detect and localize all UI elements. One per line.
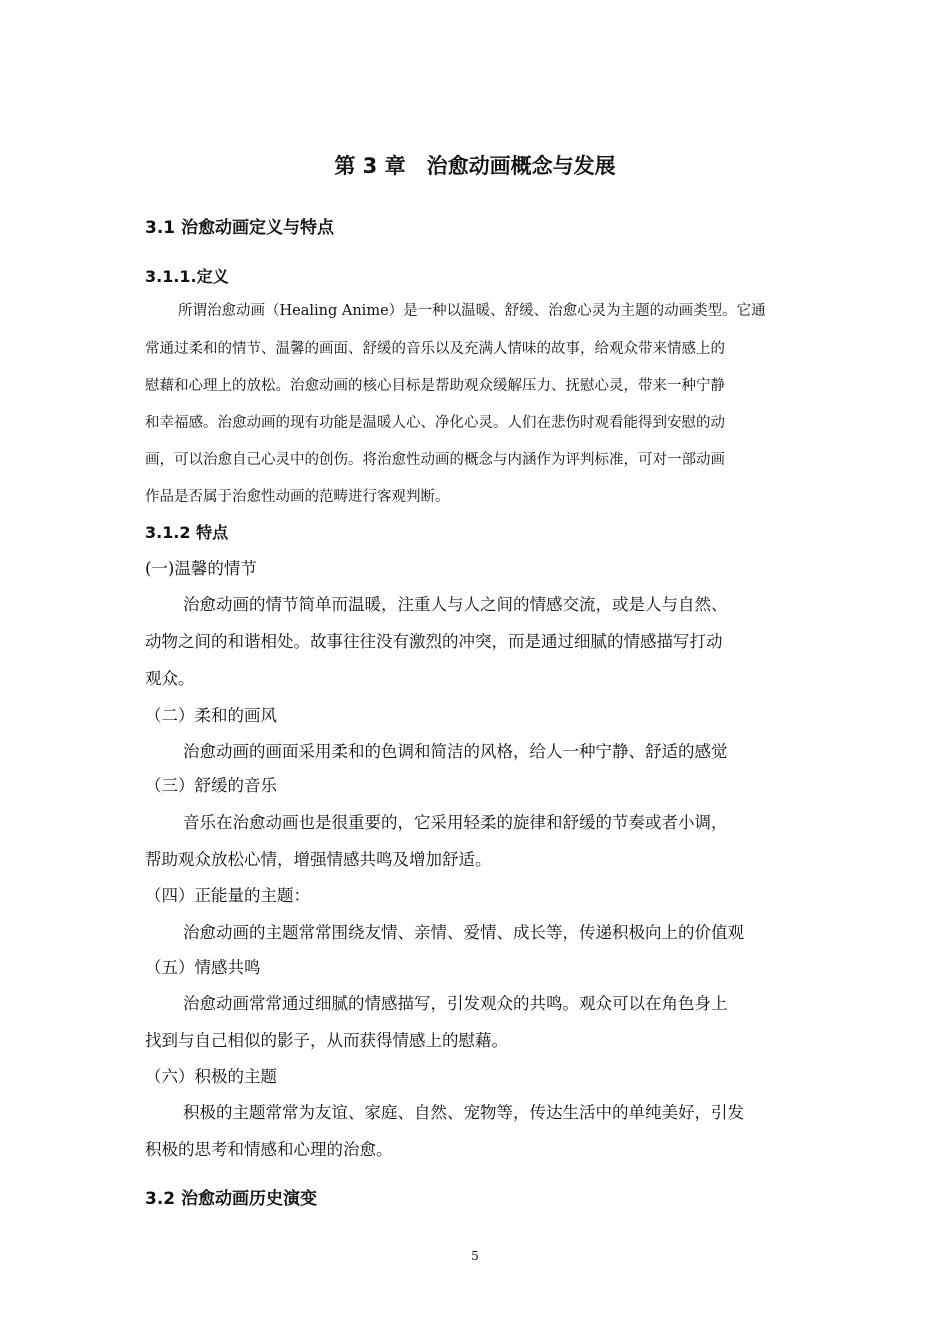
page-number: 5 [471,1249,479,1263]
chapter-title: 第 3 章 治愈动画概念与发展 [334,154,616,178]
definition-line: 和幸福感。治愈动画的现有功能是温暖人心、净化心灵。人们在悲伤时观看能得到安慰的动 [145,415,725,431]
feature-line: 治愈动画的情节简单而温暖，注重人与人之间的情感交流，或是人与自然、 [183,595,728,614]
section-heading-3-2: 3.2 治愈动画历史演变 [145,1189,318,1209]
feature-title: （三）舒缓的音乐 [145,776,277,795]
feature-line: 积极的思考和情感和心理的治愈。 [145,1140,393,1159]
feature-title: （四）正能量的主题： [145,886,310,905]
feature-line: 动物之间的和谐相处。故事往往没有激烈的冲突，而是通过细腻的情感描写打动 [145,632,723,651]
feature-line: 积极的主题常常为友谊、家庭、自然、宠物等，传达生活中的单纯美好，引发 [183,1103,744,1122]
feature-line: 治愈动画的画面采用柔和的色调和简洁的风格，给人一种宁静、舒适的感觉 [183,742,728,761]
definition-line: 慰藉和心理上的放松。治愈动画的核心目标是帮助观众缓解压力、抚慰心灵，带来一种宁静 [145,378,725,394]
section-heading-3-1: 3.1 治愈动画定义与特点 [145,218,335,238]
feature-line: 治愈动画常常通过细腻的情感描写，引发观众的共鸣。观众可以在角色身上 [183,994,728,1013]
subsection-heading-3-1-1: 3.1.1.定义 [145,267,229,286]
feature-title: （五）情感共鸣 [145,958,261,977]
feature-title: （六）积极的主题 [145,1067,277,1086]
definition-line: 作品是否属于治愈性动画的范畴进行客观判断。 [145,489,450,505]
feature-line: 观众。 [145,669,195,688]
feature-title: (一)温馨的情节 [145,559,257,578]
feature-line: 治愈动画的主题常常围绕友情、亲情、爱情、成长等，传递积极向上的价值观 [183,923,744,942]
feature-line: 音乐在治愈动画也是很重要的，它采用轻柔的旋律和舒缓的节奏或者小调， [183,813,728,832]
definition-line: 画，可以治愈自己心灵中的创伤。将治愈性动画的概念与内涵作为评判标准，可对一部动画 [145,452,725,468]
definition-line: 常通过柔和的情节、温馨的画面、舒缓的音乐以及充满人情味的故事，给观众带来情感上的 [145,341,725,357]
definition-line: 所谓治愈动画（Healing Anime）是一种以温暖、舒缓、治愈心灵为主题的动画类型。它通 [178,303,766,319]
feature-line: 找到与自己相似的影子，从而获得情感上的慰藉。 [145,1031,508,1050]
subsection-heading-3-1-2: 3.1.2 特点 [145,523,229,542]
feature-line: 帮助观众放松心情，增强情感共鸣及增加舒适。 [145,850,492,869]
feature-title: （二）柔和的画风 [145,706,277,725]
